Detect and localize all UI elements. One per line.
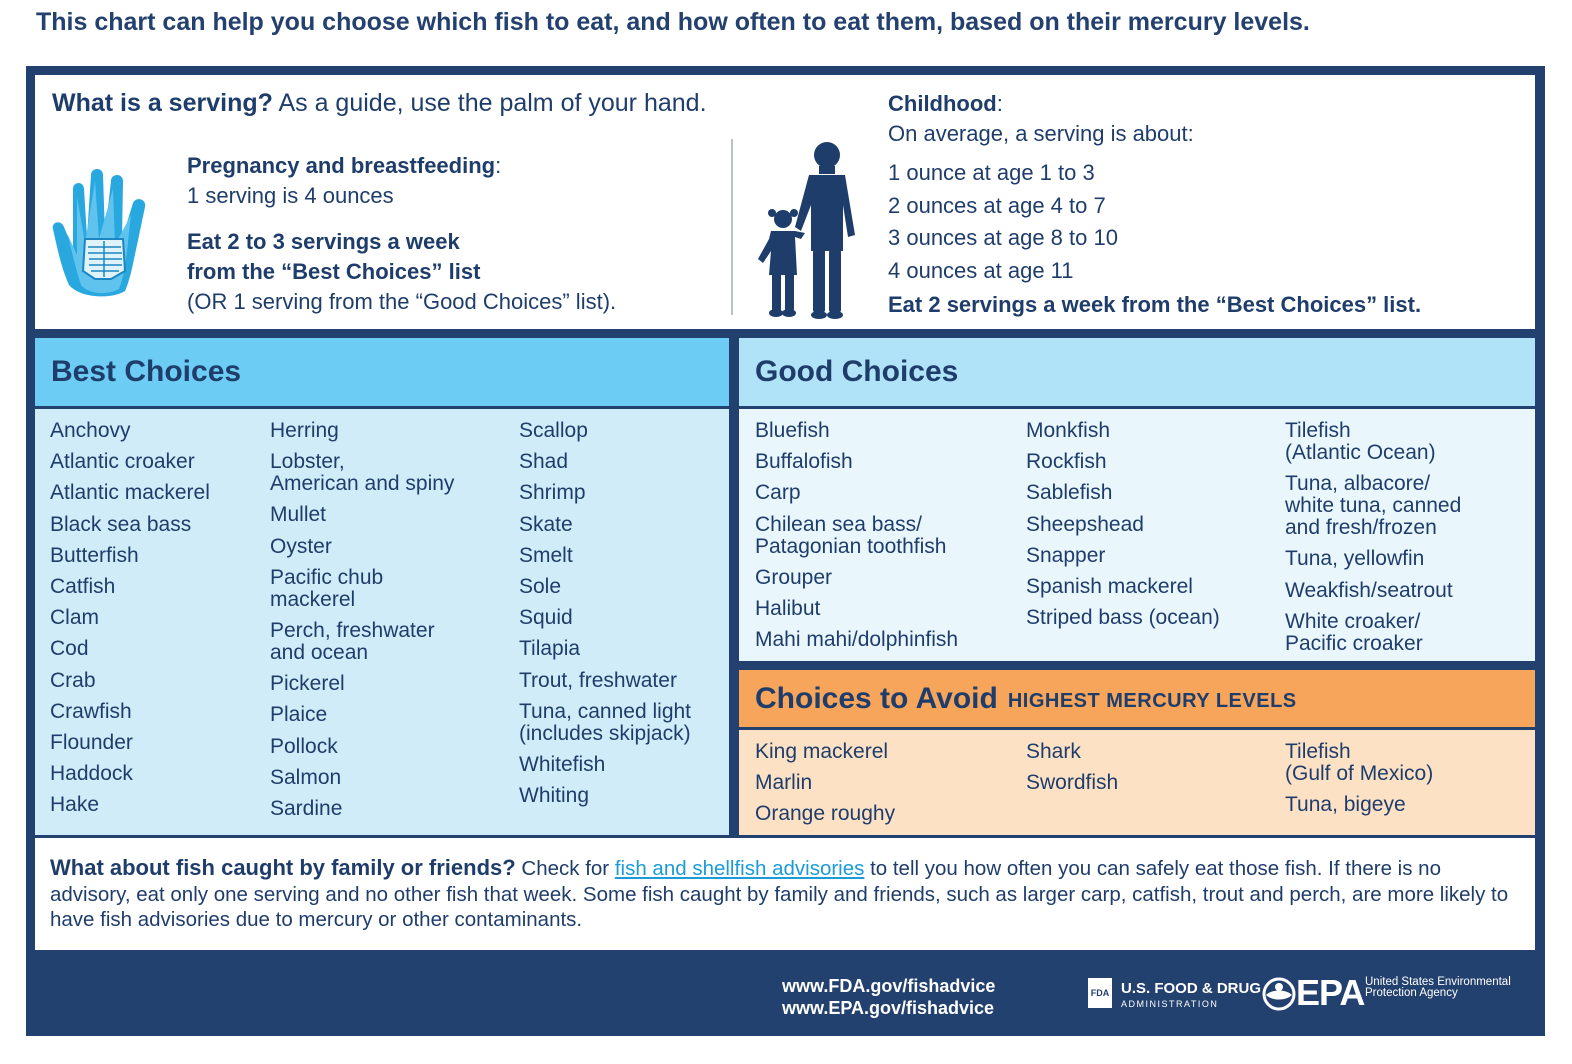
- best-choices-title: Best Choices: [51, 355, 242, 388]
- family-caught-section: [35, 838, 1535, 950]
- fish-item-cont: and ocean: [270, 640, 369, 664]
- serving-title-bold: What is a serving?: [52, 89, 273, 117]
- fish-item: Shad: [519, 450, 569, 474]
- fish-item-cont: Pacific croaker: [1285, 631, 1423, 655]
- fish-item: Snapper: [1026, 543, 1106, 567]
- fish-item: Grouper: [755, 565, 833, 589]
- fish-item: Striped bass (ocean): [1026, 606, 1220, 630]
- good-col-3: [1285, 420, 1461, 664]
- good-col-1: [755, 420, 958, 660]
- hand-icon: [51, 167, 167, 299]
- fish-item: Mullet: [270, 503, 327, 527]
- best-col-2: [270, 420, 454, 829]
- fish-item: Perch, freshwater: [270, 618, 435, 642]
- fish-item: Plaice: [270, 703, 328, 727]
- fish-item: Weakfish/seatrout: [1285, 578, 1453, 602]
- fish-item-cont: American and spiny: [270, 472, 455, 496]
- pregnancy-eat-line1: Eat 2 to 3 servings a week: [187, 229, 460, 254]
- fish-item: Sablefish: [1026, 481, 1113, 505]
- childhood-intro: On average, a serving is about:: [888, 121, 1194, 146]
- fish-item: Marlin: [755, 771, 813, 795]
- avoid-subtitle: HIGHEST MERCURY LEVELS: [1007, 690, 1297, 712]
- fish-item: Sardine: [270, 796, 343, 820]
- fish-item-cont: and fresh/frozen: [1285, 516, 1437, 540]
- pregnancy-amount: 1 serving is 4 ounces: [187, 183, 394, 208]
- fish-item: Trout, freshwater: [519, 668, 677, 692]
- best-choices-header: [35, 338, 729, 406]
- fish-item: Chilean sea bass/: [755, 512, 922, 536]
- fish-item: Cod: [50, 637, 89, 661]
- fish-item: Oyster: [270, 534, 332, 558]
- fish-item: Swordfish: [1026, 771, 1119, 795]
- fish-item: Black sea bass: [50, 512, 192, 536]
- pregnancy-heading: Pregnancy and breastfeeding: [187, 153, 496, 178]
- fish-item: Pickerel: [270, 672, 345, 696]
- best-choices-panel: [35, 409, 729, 835]
- advisories-link[interactable]: fish and shellfish advisories: [614, 857, 865, 880]
- fish-item: Sheepshead: [1026, 512, 1144, 536]
- family-question: What about fish caught by family or friends?: [50, 855, 516, 880]
- fish-item: Whitefish: [519, 752, 606, 776]
- best-col-3: [519, 420, 691, 816]
- fish-item: Butterfish: [50, 543, 139, 567]
- fish-item: Catfish: [50, 574, 116, 598]
- fish-item-cont: mackerel: [270, 587, 356, 611]
- childhood-age-item: 2 ounces at age 4 to 7: [888, 192, 1106, 218]
- fish-item: Rockfish: [1026, 450, 1107, 474]
- fish-item: Atlantic croaker: [50, 450, 195, 474]
- fish-item: Smelt: [519, 543, 573, 567]
- fish-item-cont: (Atlantic Ocean): [1285, 441, 1436, 464]
- avoid-col-1: [755, 741, 895, 835]
- fish-item: King mackerel: [755, 740, 889, 763]
- fish-item: Buffalofish: [755, 450, 853, 474]
- fish-item: Tuna, canned light: [519, 699, 692, 723]
- section-divider: [731, 139, 733, 315]
- fish-item: Skate: [519, 512, 573, 536]
- fish-item: Crab: [50, 668, 96, 692]
- good-choices-panel: [739, 409, 1535, 661]
- pregnancy-guidance: [187, 151, 747, 317]
- fish-item: Atlantic mackerel: [50, 481, 210, 505]
- serving-title: [52, 89, 707, 118]
- childhood-guidance: [888, 89, 1528, 320]
- fda-name-line1: U.S. FOOD & DRUG: [1121, 980, 1262, 997]
- childhood-heading: Childhood: [888, 91, 997, 116]
- fda-name-line2: ADMINISTRATION: [1121, 999, 1219, 1009]
- fish-item: Shrimp: [519, 481, 586, 505]
- fish-item: Hake: [50, 793, 100, 817]
- family-text-after: to tell you how often you can safely eat those fish. If there is no advisory, eat only one serving and no other fish that week. Some fish caught by family and friends, such as larger carp, catfish, trout and perch, are more likely to have fish advisories due to mercury or other contaminants.: [50, 857, 1509, 931]
- avoid-col-2: [1026, 741, 1118, 803]
- fish-item: Bluefish: [755, 419, 830, 442]
- page-headline: This chart can help you choose which fish to eat, and how often to eat them, based on their mercury levels.: [36, 8, 1310, 36]
- epa-url-link[interactable]: www.EPA.gov/fishadvice: [782, 998, 995, 1018]
- fish-item: Tuna, albacore/: [1285, 472, 1431, 496]
- fish-item: Tilapia: [519, 637, 581, 661]
- epa-agency-name: United States Environmental Protection Agency: [1365, 976, 1511, 999]
- fish-item: Pacific chub: [270, 565, 384, 589]
- fish-item: Mahi mahi/dolphinfish: [755, 628, 959, 652]
- pregnancy-eat-line2: from the “Best Choices” list: [187, 259, 481, 284]
- childhood-colon: :: [996, 91, 1003, 116]
- fish-item: Tilefish: [1285, 740, 1351, 763]
- footer-urls: [782, 975, 995, 1019]
- good-choices-title: Good Choices: [755, 355, 959, 388]
- avoid-col-3: [1285, 741, 1433, 825]
- fish-item-cont: white tuna, canned: [1285, 494, 1462, 518]
- fish-item: Haddock: [50, 762, 133, 786]
- fish-item: Crawfish: [50, 699, 132, 723]
- fish-item: Scallop: [519, 419, 588, 442]
- fda-wordmark: [1121, 980, 1261, 1009]
- fish-item: Tuna, bigeye: [1285, 793, 1406, 817]
- fda-url-link[interactable]: www.FDA.gov/fishadvice: [782, 976, 996, 996]
- avoid-title: Choices to Avoid: [755, 681, 998, 715]
- fish-item: Orange roughy: [755, 802, 896, 826]
- fish-item: Clam: [50, 606, 100, 630]
- serving-title-rest: As a guide, use the palm of your hand.: [272, 89, 707, 117]
- avoid-header: [739, 670, 1535, 727]
- fish-item: Sole: [519, 574, 562, 598]
- childhood-ages: [888, 157, 1528, 287]
- fish-item: Lobster,: [270, 450, 345, 474]
- epa-logo: EPA: [1296, 972, 1365, 1013]
- fish-item: Carp: [755, 481, 801, 505]
- fish-item: Spanish mackerel: [1026, 574, 1193, 598]
- serving-section: [35, 75, 1535, 329]
- good-col-2: [1026, 420, 1220, 638]
- fish-item-cont: (Gulf of Mexico): [1285, 762, 1434, 785]
- fish-item: Pollock: [270, 734, 338, 758]
- childhood-eat: Eat 2 servings a week from the “Best Choices” list.: [888, 292, 1422, 317]
- fish-item-cont: Patagonian toothfish: [755, 534, 947, 558]
- fish-item: Whiting: [519, 784, 590, 808]
- childhood-age-item: 1 ounce at age 1 to 3: [888, 160, 1095, 185]
- fish-item: Squid: [519, 606, 573, 630]
- fish-item: Halibut: [755, 596, 821, 620]
- fish-item: Monkfish: [1026, 419, 1111, 442]
- fish-item: Shark: [1026, 740, 1081, 763]
- epa-flower-icon: [1262, 977, 1296, 1011]
- children-silhouette-icon: [755, 139, 865, 319]
- childhood-age-item: 4 ounces at age 11: [888, 257, 1074, 283]
- fish-item-cont: (includes skipjack): [519, 721, 691, 745]
- fish-item: Salmon: [270, 765, 342, 789]
- fish-item: Herring: [270, 419, 339, 442]
- childhood-age-item: 3 ounces at age 8 to 10: [888, 225, 1118, 250]
- good-choices-header: [739, 338, 1535, 406]
- fda-logo: FDA: [1088, 978, 1112, 1008]
- fish-item: Tuna, yellowfin: [1285, 547, 1425, 571]
- fish-item: White croaker/: [1285, 609, 1421, 633]
- fish-item: Tilefish: [1285, 419, 1351, 442]
- best-col-1: [50, 420, 210, 825]
- family-text-before: Check for: [515, 857, 615, 880]
- pregnancy-colon: :: [495, 153, 502, 178]
- pregnancy-or: (OR 1 serving from the “Good Choices” list).: [187, 289, 617, 314]
- fish-item: Flounder: [50, 730, 133, 754]
- avoid-panel: [739, 730, 1535, 835]
- fish-item: Anchovy: [50, 419, 131, 442]
